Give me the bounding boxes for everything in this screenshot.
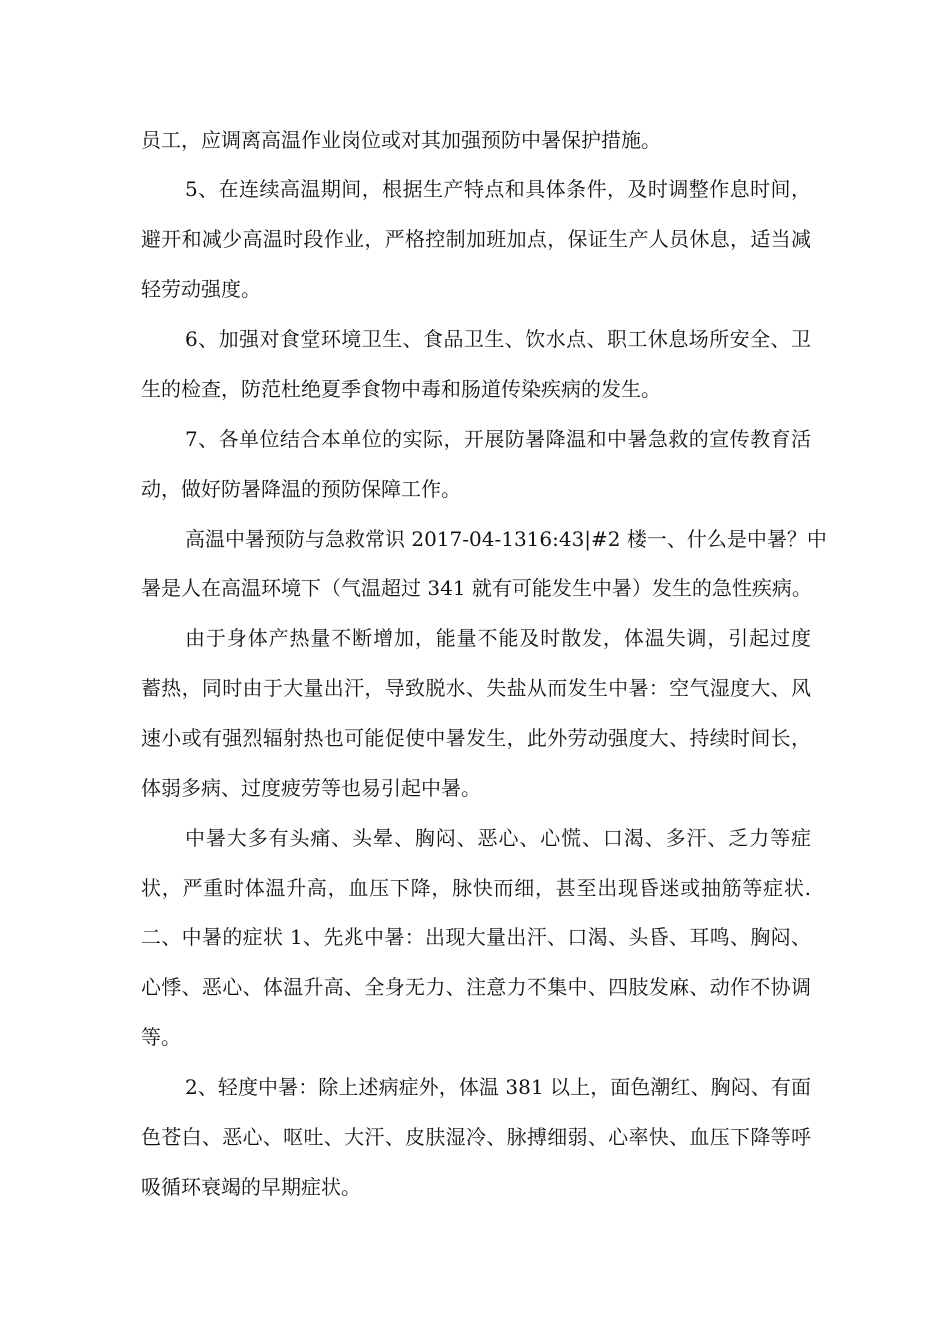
text-line: 暑是人在高温环境下（气温超过 341 就有可能发生中暑）发生的急性疾病。 [141, 576, 812, 600]
text-line: 2、轻度中暑：除上述病症外，体温 381 以上，面色潮红、胸闷、有面 [185, 1075, 811, 1099]
text-line: 动，做好防暑降温的预防保障工作。 [141, 477, 461, 501]
text-line: 蓄热，同时由于大量出汗，导致脱水、失盐从而发生中暑：空气湿度大、风 [141, 676, 811, 700]
text-line: 员工，应调离高温作业岗位或对其加强预防中暑保护措施。 [141, 128, 661, 152]
text-line: 二、中暑的症状 1、先兆中暑：出现大量出汗、口渴、头昏、耳鸣、胸闷、 [141, 925, 811, 949]
text-line: 色苍白、恶心、呕吐、大汗、皮肤湿冷、脉搏细弱、心率快、血压下降等呼 [141, 1125, 811, 1149]
text-line: 高温中暑预防与急救常识 2017-04-1316:43|#2 楼一、什么是中暑？中 [185, 527, 827, 551]
text-line: 吸循环衰竭的早期症状。 [141, 1175, 361, 1199]
text-line: 避开和减少高温时段作业，严格控制加班加点，保证生产人员休息，适当减 [141, 227, 811, 251]
text-line: 由于身体产热量不断增加，能量不能及时散发，体温失调，引起过度 [185, 626, 811, 650]
text-line: 中暑大多有头痛、头晕、胸闷、恶心、心慌、口渴、多汗、乏力等症 [185, 826, 811, 850]
text-line: 轻劳动强度。 [141, 277, 261, 301]
text-line: 状，严重时体温升高，血压下降，脉快而细，甚至出现昏迷或抽筋等症状. [141, 876, 811, 900]
text-line: 生的检查，防范杜绝夏季食物中毒和肠道传染疾病的发生。 [141, 377, 661, 401]
text-line: 5、在连续高温期间，根据生产特点和具体条件，及时调整作息时间， [185, 177, 811, 201]
text-line: 心悸、恶心、体温升高、全身无力、注意力不集中、四肢发麻、动作不协调 [141, 975, 811, 999]
text-line: 7、各单位结合本单位的实际，开展防暑降温和中暑急救的宣传教育活 [185, 427, 811, 451]
text-line: 体弱多病、过度疲劳等也易引起中暑。 [141, 776, 481, 800]
text-line: 等。 [141, 1025, 181, 1049]
text-line: 6、加强对食堂环境卫生、食品卫生、饮水点、职工休息场所安全、卫 [185, 327, 811, 351]
text-line: 速小或有强烈辐射热也可能促使中暑发生，此外劳动强度大、持续时间长， [141, 726, 811, 750]
